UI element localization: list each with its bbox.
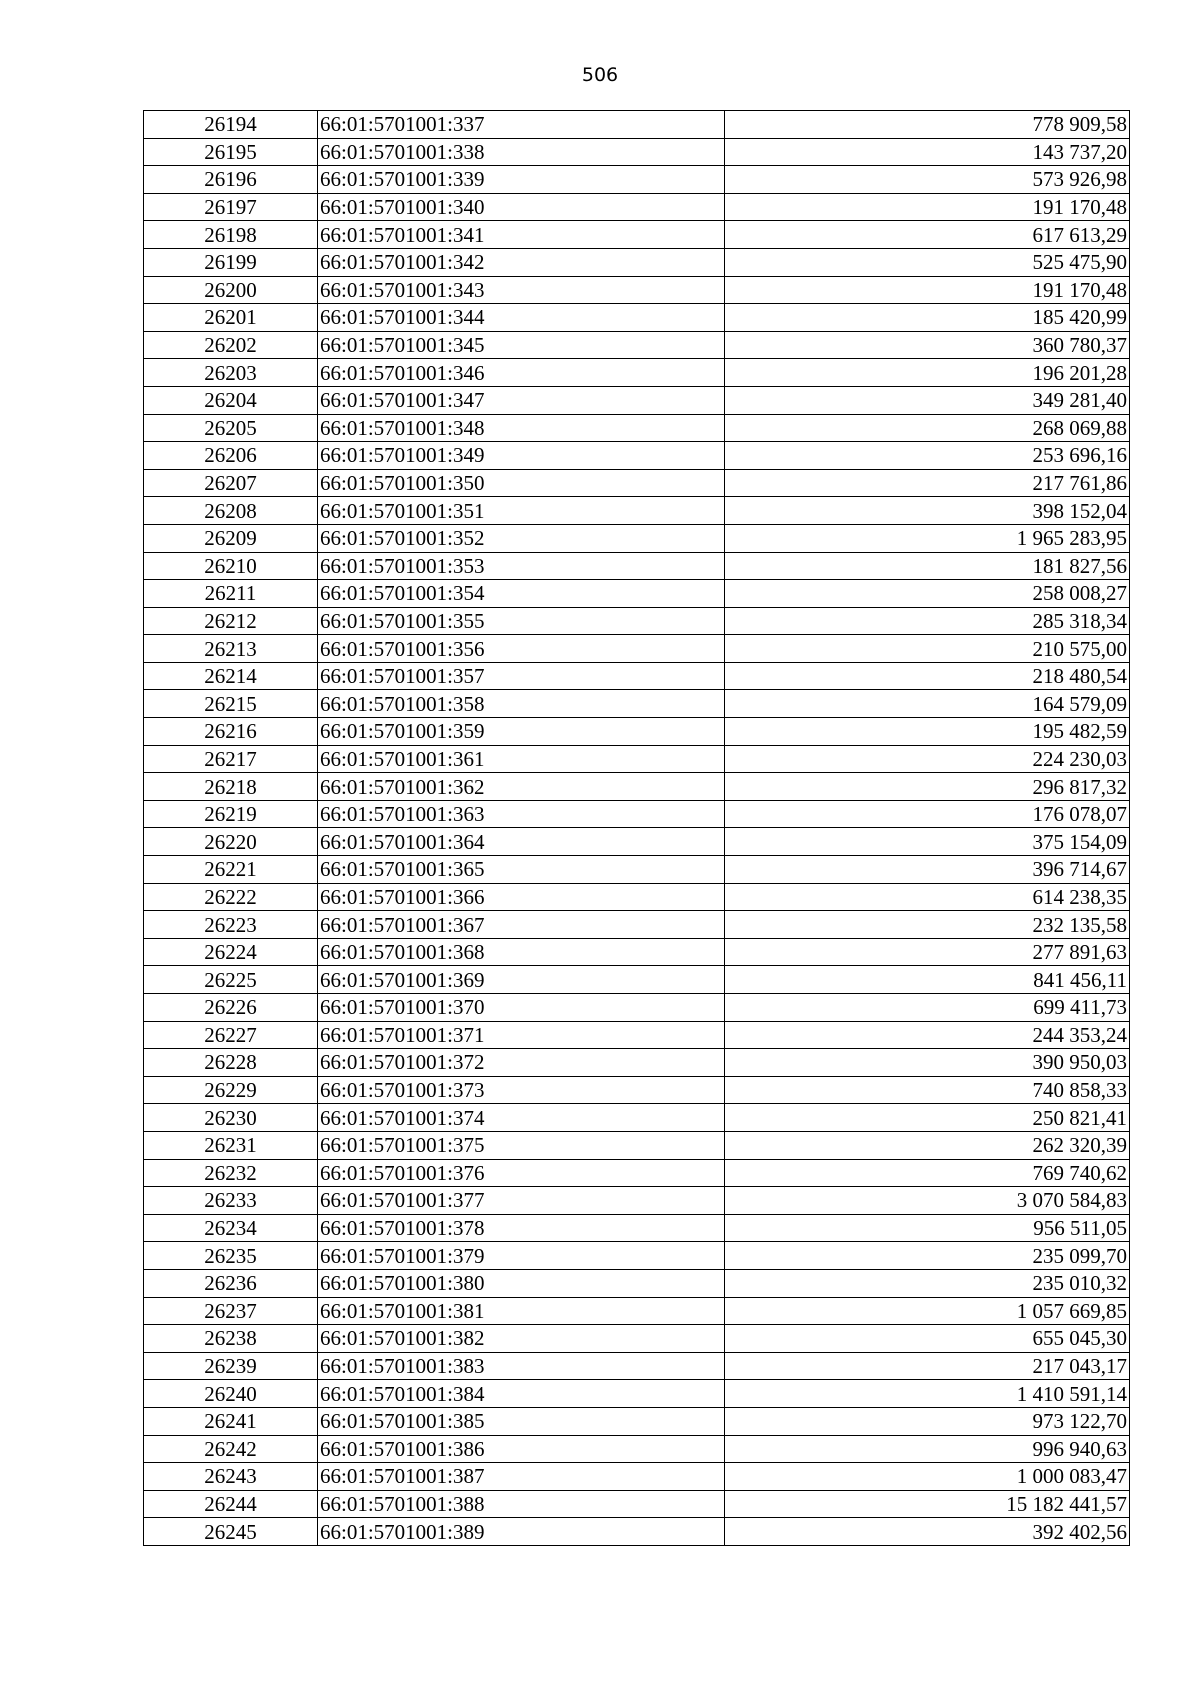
cadastral-value-cell: 769 740,62 bbox=[725, 1159, 1130, 1187]
cadastral-value-cell: 224 230,03 bbox=[725, 745, 1130, 773]
table-row bbox=[144, 414, 1130, 442]
cadastral-value-cell: 210 575,00 bbox=[725, 635, 1130, 663]
cadastral-number-cell: 66:01:5701001:366 bbox=[318, 883, 725, 911]
table-row bbox=[144, 1325, 1130, 1353]
cadastral-number-cell: 66:01:5701001:387 bbox=[318, 1463, 725, 1491]
cadastral-value-cell: 235 010,32 bbox=[725, 1269, 1130, 1297]
table-row bbox=[144, 1518, 1130, 1546]
cadastral-number-cell: 66:01:5701001:380 bbox=[318, 1269, 725, 1297]
cadastral-value-cell: 217 761,86 bbox=[725, 469, 1130, 497]
table-row bbox=[144, 1021, 1130, 1049]
row-number-cell: 26244 bbox=[144, 1490, 318, 1518]
cadastral-number-cell: 66:01:5701001:356 bbox=[318, 635, 725, 663]
cadastral-number-cell: 66:01:5701001:376 bbox=[318, 1159, 725, 1187]
row-number-cell: 26227 bbox=[144, 1021, 318, 1049]
row-number-cell: 26229 bbox=[144, 1076, 318, 1104]
cadastral-value-cell: 176 078,07 bbox=[725, 800, 1130, 828]
row-number-cell: 26230 bbox=[144, 1104, 318, 1132]
cadastral-value-cell: 360 780,37 bbox=[725, 331, 1130, 359]
row-number-cell: 26206 bbox=[144, 442, 318, 470]
cadastral-number-cell: 66:01:5701001:341 bbox=[318, 221, 725, 249]
cadastral-number-cell: 66:01:5701001:355 bbox=[318, 607, 725, 635]
table-row bbox=[144, 166, 1130, 194]
cadastral-number-cell: 66:01:5701001:351 bbox=[318, 497, 725, 525]
table-row bbox=[144, 497, 1130, 525]
row-number-cell: 26201 bbox=[144, 304, 318, 332]
cadastral-value-cell: 235 099,70 bbox=[725, 1242, 1130, 1270]
table-row bbox=[144, 1242, 1130, 1270]
cadastral-number-cell: 66:01:5701001:337 bbox=[318, 111, 725, 139]
cadastral-number-cell: 66:01:5701001:362 bbox=[318, 773, 725, 801]
row-number-cell: 26207 bbox=[144, 469, 318, 497]
row-number-cell: 26212 bbox=[144, 607, 318, 635]
table-row bbox=[144, 1490, 1130, 1518]
cadastral-number-cell: 66:01:5701001:377 bbox=[318, 1187, 725, 1215]
row-number-cell: 26235 bbox=[144, 1242, 318, 1270]
cadastral-number-cell: 66:01:5701001:383 bbox=[318, 1352, 725, 1380]
table-row bbox=[144, 138, 1130, 166]
cadastral-number-cell: 66:01:5701001:348 bbox=[318, 414, 725, 442]
row-number-cell: 26198 bbox=[144, 221, 318, 249]
table-row bbox=[144, 276, 1130, 304]
cadastral-value-cell: 573 926,98 bbox=[725, 166, 1130, 194]
cadastral-number-cell: 66:01:5701001:363 bbox=[318, 800, 725, 828]
row-number-cell: 26202 bbox=[144, 331, 318, 359]
cadastral-number-cell: 66:01:5701001:339 bbox=[318, 166, 725, 194]
row-number-cell: 26216 bbox=[144, 718, 318, 746]
row-number-cell: 26228 bbox=[144, 1049, 318, 1077]
cadastral-number-cell: 66:01:5701001:388 bbox=[318, 1490, 725, 1518]
cadastral-value-cell: 181 827,56 bbox=[725, 552, 1130, 580]
cadastral-number-cell: 66:01:5701001:350 bbox=[318, 469, 725, 497]
cadastral-value-cell: 196 201,28 bbox=[725, 359, 1130, 387]
cadastral-number-cell: 66:01:5701001:375 bbox=[318, 1131, 725, 1159]
row-number-cell: 26233 bbox=[144, 1187, 318, 1215]
table-row bbox=[144, 580, 1130, 608]
table-row bbox=[144, 524, 1130, 552]
cadastral-number-cell: 66:01:5701001:386 bbox=[318, 1435, 725, 1463]
row-number-cell: 26218 bbox=[144, 773, 318, 801]
cadastral-value-cell: 1 057 669,85 bbox=[725, 1297, 1130, 1325]
cadastral-number-cell: 66:01:5701001:365 bbox=[318, 856, 725, 884]
cadastral-value-cell: 258 008,27 bbox=[725, 580, 1130, 608]
row-number-cell: 26219 bbox=[144, 800, 318, 828]
table-row bbox=[144, 469, 1130, 497]
row-number-cell: 26234 bbox=[144, 1214, 318, 1242]
cadastral-number-cell: 66:01:5701001:382 bbox=[318, 1325, 725, 1353]
row-number-cell: 26197 bbox=[144, 193, 318, 221]
table-row bbox=[144, 1104, 1130, 1132]
cadastral-number-cell: 66:01:5701001:369 bbox=[318, 966, 725, 994]
cadastral-value-cell: 349 281,40 bbox=[725, 386, 1130, 414]
cadastral-value-cell: 973 122,70 bbox=[725, 1407, 1130, 1435]
cadastral-value-cell: 285 318,34 bbox=[725, 607, 1130, 635]
row-number-cell: 26199 bbox=[144, 248, 318, 276]
table-row bbox=[144, 828, 1130, 856]
cadastral-value-cell: 191 170,48 bbox=[725, 276, 1130, 304]
cadastral-number-cell: 66:01:5701001:357 bbox=[318, 662, 725, 690]
row-number-cell: 26194 bbox=[144, 111, 318, 139]
table-row bbox=[144, 800, 1130, 828]
table-body bbox=[144, 111, 1130, 1546]
row-number-cell: 26196 bbox=[144, 166, 318, 194]
cadastral-number-cell: 66:01:5701001:367 bbox=[318, 911, 725, 939]
cadastral-number-cell: 66:01:5701001:374 bbox=[318, 1104, 725, 1132]
cadastral-value-cell: 185 420,99 bbox=[725, 304, 1130, 332]
row-number-cell: 26237 bbox=[144, 1297, 318, 1325]
cadastral-number-cell: 66:01:5701001:349 bbox=[318, 442, 725, 470]
cadastral-value-cell: 143 737,20 bbox=[725, 138, 1130, 166]
table-row bbox=[144, 856, 1130, 884]
table-row bbox=[144, 304, 1130, 332]
cadastral-value-cell: 3 070 584,83 bbox=[725, 1187, 1130, 1215]
cadastral-number-cell: 66:01:5701001:384 bbox=[318, 1380, 725, 1408]
table-row bbox=[144, 111, 1130, 139]
cadastral-value-cell: 217 043,17 bbox=[725, 1352, 1130, 1380]
row-number-cell: 26222 bbox=[144, 883, 318, 911]
row-number-cell: 26231 bbox=[144, 1131, 318, 1159]
cadastral-value-cell: 1 410 591,14 bbox=[725, 1380, 1130, 1408]
row-number-cell: 26210 bbox=[144, 552, 318, 580]
table-row bbox=[144, 386, 1130, 414]
cadastral-value-cell: 244 353,24 bbox=[725, 1021, 1130, 1049]
cadastral-number-cell: 66:01:5701001:368 bbox=[318, 938, 725, 966]
row-number-cell: 26217 bbox=[144, 745, 318, 773]
table-row bbox=[144, 607, 1130, 635]
cadastral-value-cell: 375 154,09 bbox=[725, 828, 1130, 856]
row-number-cell: 26213 bbox=[144, 635, 318, 663]
table-row bbox=[144, 1352, 1130, 1380]
table-row bbox=[144, 221, 1130, 249]
row-number-cell: 26240 bbox=[144, 1380, 318, 1408]
cadastral-number-cell: 66:01:5701001:354 bbox=[318, 580, 725, 608]
cadastral-number-cell: 66:01:5701001:353 bbox=[318, 552, 725, 580]
cadastral-value-cell: 195 482,59 bbox=[725, 718, 1130, 746]
cadastral-value-cell: 1 965 283,95 bbox=[725, 524, 1130, 552]
cadastral-number-cell: 66:01:5701001:358 bbox=[318, 690, 725, 718]
row-number-cell: 26211 bbox=[144, 580, 318, 608]
cadastral-value-cell: 277 891,63 bbox=[725, 938, 1130, 966]
table-row bbox=[144, 994, 1130, 1022]
cadastral-value-cell: 699 411,73 bbox=[725, 994, 1130, 1022]
row-number-cell: 26236 bbox=[144, 1269, 318, 1297]
table-row bbox=[144, 1269, 1130, 1297]
cadastral-value-cell: 614 238,35 bbox=[725, 883, 1130, 911]
cadastral-value-cell: 1 000 083,47 bbox=[725, 1463, 1130, 1491]
cadastral-number-cell: 66:01:5701001:364 bbox=[318, 828, 725, 856]
cadastral-number-cell: 66:01:5701001:378 bbox=[318, 1214, 725, 1242]
table-row bbox=[144, 773, 1130, 801]
cadastral-number-cell: 66:01:5701001:343 bbox=[318, 276, 725, 304]
row-number-cell: 26223 bbox=[144, 911, 318, 939]
cadastral-number-cell: 66:01:5701001:370 bbox=[318, 994, 725, 1022]
cadastral-value-cell: 841 456,11 bbox=[725, 966, 1130, 994]
row-number-cell: 26195 bbox=[144, 138, 318, 166]
table-row bbox=[144, 552, 1130, 580]
cadastral-value-cell: 740 858,33 bbox=[725, 1076, 1130, 1104]
cadastral-value-cell: 232 135,58 bbox=[725, 911, 1130, 939]
cadastral-number-cell: 66:01:5701001:346 bbox=[318, 359, 725, 387]
row-number-cell: 26226 bbox=[144, 994, 318, 1022]
row-number-cell: 26239 bbox=[144, 1352, 318, 1380]
cadastral-number-cell: 66:01:5701001:340 bbox=[318, 193, 725, 221]
row-number-cell: 26203 bbox=[144, 359, 318, 387]
table-row bbox=[144, 1214, 1130, 1242]
cadastral-number-cell: 66:01:5701001:338 bbox=[318, 138, 725, 166]
cadastral-value-cell: 191 170,48 bbox=[725, 193, 1130, 221]
row-number-cell: 26209 bbox=[144, 524, 318, 552]
row-number-cell: 26242 bbox=[144, 1435, 318, 1463]
table-row bbox=[144, 883, 1130, 911]
table-row bbox=[144, 1131, 1130, 1159]
row-number-cell: 26232 bbox=[144, 1159, 318, 1187]
cadastral-value-cell: 956 511,05 bbox=[725, 1214, 1130, 1242]
row-number-cell: 26241 bbox=[144, 1407, 318, 1435]
table-row bbox=[144, 718, 1130, 746]
cadastral-value-cell: 525 475,90 bbox=[725, 248, 1130, 276]
table-row bbox=[144, 1463, 1130, 1491]
cadastral-number-cell: 66:01:5701001:372 bbox=[318, 1049, 725, 1077]
cadastral-number-cell: 66:01:5701001:379 bbox=[318, 1242, 725, 1270]
table-row bbox=[144, 331, 1130, 359]
cadastral-value-cell: 253 696,16 bbox=[725, 442, 1130, 470]
cadastral-value-cell: 218 480,54 bbox=[725, 662, 1130, 690]
cadastral-value-cell: 262 320,39 bbox=[725, 1131, 1130, 1159]
cadastral-number-cell: 66:01:5701001:389 bbox=[318, 1518, 725, 1546]
row-number-cell: 26238 bbox=[144, 1325, 318, 1353]
table-row bbox=[144, 690, 1130, 718]
table-row bbox=[144, 1159, 1130, 1187]
row-number-cell: 26214 bbox=[144, 662, 318, 690]
row-number-cell: 26200 bbox=[144, 276, 318, 304]
cadastral-number-cell: 66:01:5701001:345 bbox=[318, 331, 725, 359]
cadastral-value-cell: 996 940,63 bbox=[725, 1435, 1130, 1463]
cadastral-number-cell: 66:01:5701001:352 bbox=[318, 524, 725, 552]
cadastral-number-cell: 66:01:5701001:347 bbox=[318, 386, 725, 414]
row-number-cell: 26225 bbox=[144, 966, 318, 994]
cadastral-value-cell: 250 821,41 bbox=[725, 1104, 1130, 1132]
row-number-cell: 26221 bbox=[144, 856, 318, 884]
cadastral-value-cell: 655 045,30 bbox=[725, 1325, 1130, 1353]
row-number-cell: 26204 bbox=[144, 386, 318, 414]
table-row bbox=[144, 635, 1130, 663]
table-row bbox=[144, 1076, 1130, 1104]
cadastral-number-cell: 66:01:5701001:344 bbox=[318, 304, 725, 332]
table-row bbox=[144, 1187, 1130, 1215]
cadastral-number-cell: 66:01:5701001:361 bbox=[318, 745, 725, 773]
table-row bbox=[144, 193, 1130, 221]
cadastral-value-cell: 268 069,88 bbox=[725, 414, 1130, 442]
cadastral-value-table bbox=[143, 110, 1130, 1546]
table-row bbox=[144, 745, 1130, 773]
row-number-cell: 26243 bbox=[144, 1463, 318, 1491]
table-row bbox=[144, 248, 1130, 276]
table-row bbox=[144, 1049, 1130, 1077]
table-row bbox=[144, 1407, 1130, 1435]
row-number-cell: 26220 bbox=[144, 828, 318, 856]
table-row bbox=[144, 662, 1130, 690]
cadastral-value-cell: 778 909,58 bbox=[725, 111, 1130, 139]
cadastral-number-cell: 66:01:5701001:359 bbox=[318, 718, 725, 746]
table-row bbox=[144, 911, 1130, 939]
table-row bbox=[144, 1297, 1130, 1325]
cadastral-value-cell: 392 402,56 bbox=[725, 1518, 1130, 1546]
row-number-cell: 26205 bbox=[144, 414, 318, 442]
cadastral-number-cell: 66:01:5701001:371 bbox=[318, 1021, 725, 1049]
row-number-cell: 26224 bbox=[144, 938, 318, 966]
cadastral-value-cell: 398 152,04 bbox=[725, 497, 1130, 525]
cadastral-value-cell: 296 817,32 bbox=[725, 773, 1130, 801]
table-row bbox=[144, 1435, 1130, 1463]
cadastral-value-cell: 164 579,09 bbox=[725, 690, 1130, 718]
cadastral-number-cell: 66:01:5701001:381 bbox=[318, 1297, 725, 1325]
cadastral-value-cell: 390 950,03 bbox=[725, 1049, 1130, 1077]
cadastral-number-cell: 66:01:5701001:385 bbox=[318, 1407, 725, 1435]
cadastral-number-cell: 66:01:5701001:342 bbox=[318, 248, 725, 276]
cadastral-value-cell: 15 182 441,57 bbox=[725, 1490, 1130, 1518]
row-number-cell: 26208 bbox=[144, 497, 318, 525]
page-number: 506 bbox=[581, 64, 619, 86]
cadastral-value-cell: 396 714,67 bbox=[725, 856, 1130, 884]
row-number-cell: 26245 bbox=[144, 1518, 318, 1546]
table-row bbox=[144, 938, 1130, 966]
table-row bbox=[144, 1380, 1130, 1408]
table-row bbox=[144, 442, 1130, 470]
row-number-cell: 26215 bbox=[144, 690, 318, 718]
cadastral-value-cell: 617 613,29 bbox=[725, 221, 1130, 249]
table-row bbox=[144, 359, 1130, 387]
cadastral-number-cell: 66:01:5701001:373 bbox=[318, 1076, 725, 1104]
table-row bbox=[144, 966, 1130, 994]
